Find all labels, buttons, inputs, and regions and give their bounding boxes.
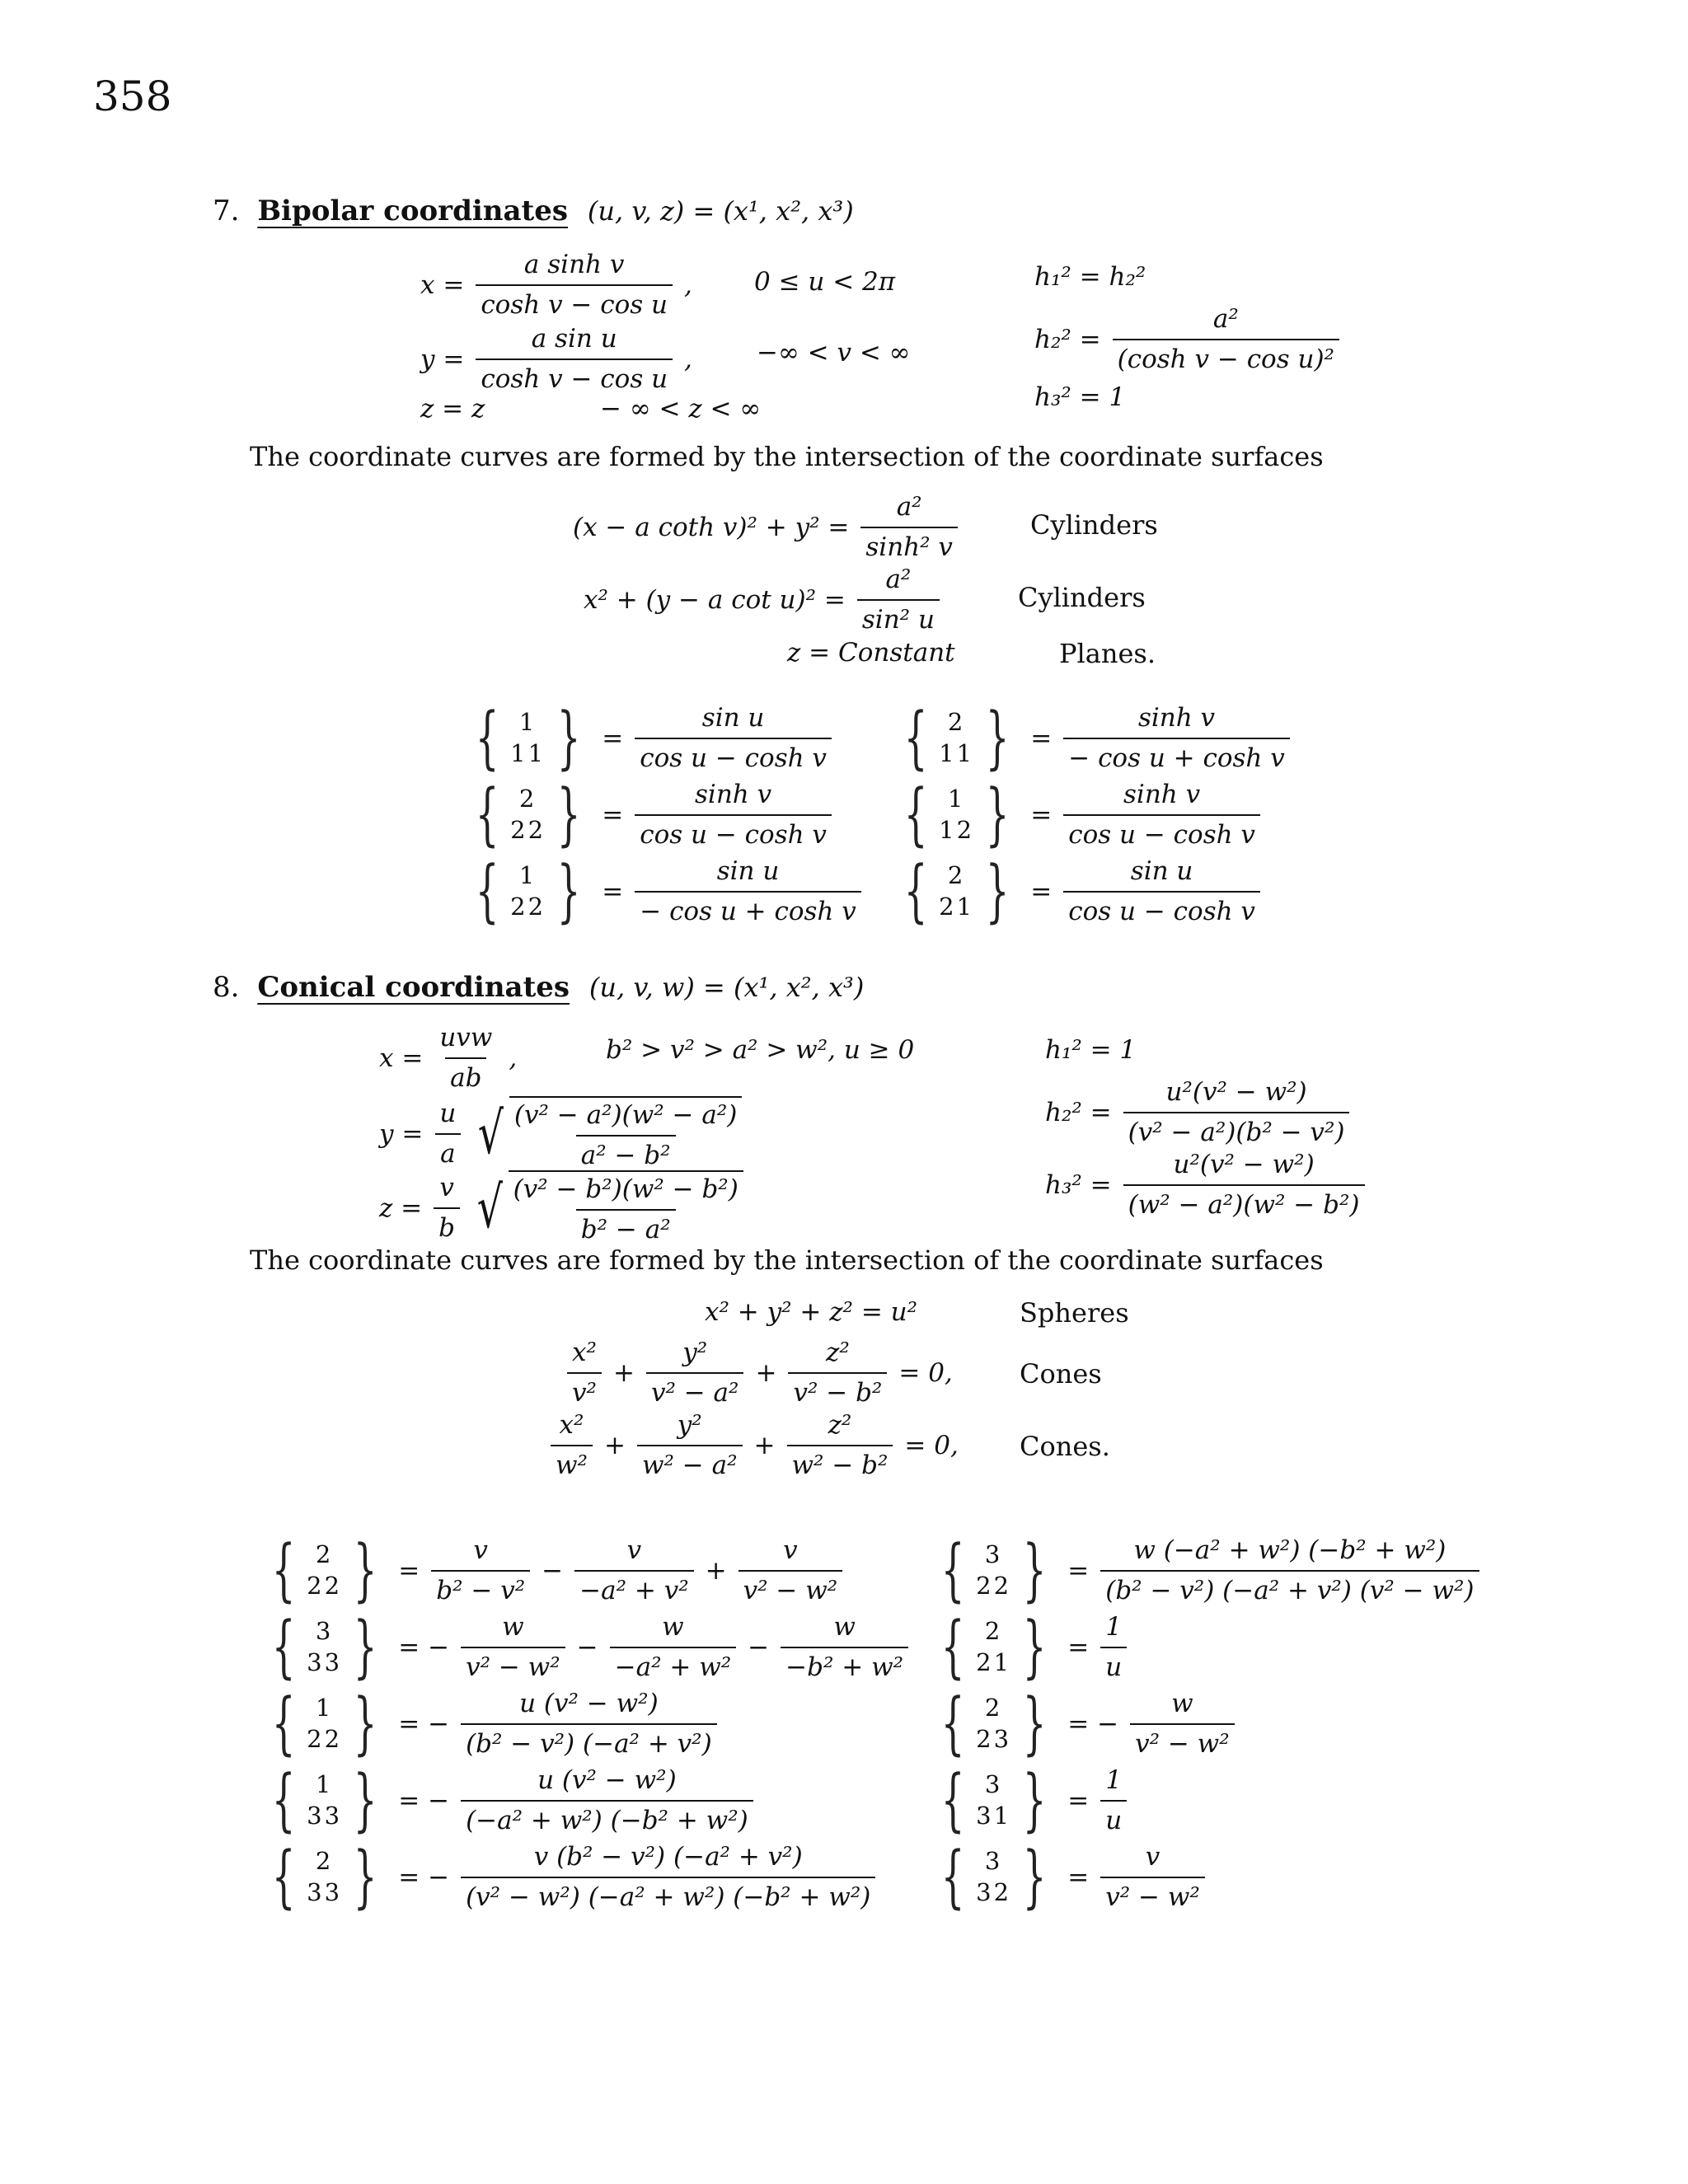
- christoffel-row: { 2 33 } = − $\frac{\text{v (b² − v²) (−a² + v²)}}{\text{(v² − w²) (−a² + w²) (−b² + w²)}}$: [262, 1841, 875, 1914]
- numerator: uvw: [439, 1023, 493, 1052]
- scale-factor-h1: h₁² = h₂²: [1034, 262, 1146, 292]
- surface-cones-v: $\frac{\text{x²}}{\text{v²}}$ + $\frac{\text{y²}}{\text{v² − a²}}$ + $\frac{\text{z²}}{\text{v² − b²}}$ = 0,: [567, 1337, 953, 1409]
- z-range: − ∞ < z < ∞: [600, 394, 762, 424]
- section-title: Conical coordinates: [257, 971, 570, 1004]
- denominator: sin² u: [857, 599, 940, 636]
- christoffel-row: { 2 21 } = $\frac{1}{u}$: [931, 1611, 1127, 1684]
- coordinate-tuple: (u, v, z) = (x¹, x², x³): [587, 195, 854, 227]
- surface-cylinders-u: [584, 564, 940, 636]
- christoffel-symbol: { 2 22 }: [475, 775, 581, 854]
- denominator: ab: [445, 1057, 486, 1094]
- christoffel-row: { 1 33 } = − $\frac{\text{u (v² − w²)}}{\text{(−a² + w²) (−b² + w²)}}$: [262, 1765, 753, 1837]
- surface-lhs: (x − a coth v)² + y² =: [573, 512, 850, 542]
- christoffel-symbol: { 1 12 }: [903, 775, 1010, 854]
- comma: ,: [684, 344, 692, 374]
- surface-fraction: [857, 564, 940, 636]
- christoffel-row: [894, 698, 1290, 777]
- section-7-heading: [213, 194, 854, 227]
- christoffel-symbol: { 1 22 }: [271, 1684, 377, 1763]
- section-title: Bipolar coordinates: [257, 194, 569, 227]
- christoffel-row: [466, 775, 832, 854]
- h2-lhs: h₂² =: [1045, 1097, 1112, 1127]
- y-lhs: y =: [420, 344, 465, 374]
- scale-factor-h3: h₃² = 1: [1034, 382, 1126, 412]
- surface-cones-w: $\frac{\text{x²}}{\text{w²}}$ + $\frac{\text{y²}}{\text{w² − a²}}$ + $\frac{\text{z²}}{\text{w² − b²}}$ = 0,: [551, 1409, 959, 1482]
- equals: =: [1030, 876, 1053, 907]
- denominator: cosh v − cos u: [476, 284, 673, 321]
- z-definition: z = z: [420, 394, 485, 424]
- equals: =: [1030, 723, 1053, 753]
- christoffel-row: { 3 33 } = − $\frac{w}{\text{v² − w²}}$ − $\frac{w}{\text{−a² + w²}}$ − $\frac{w}{\text{−b² + w²}}$: [262, 1611, 908, 1684]
- surface-label: Cylinders: [1030, 509, 1158, 541]
- x-definition: [379, 1022, 517, 1094]
- christoffel-row: { 3 22 } = $\frac{\text{w (−a² + w²) (−b² + w²)}}{\text{(b² − v²) (−a² + v²) (v² − w²)}}$: [931, 1535, 1479, 1607]
- equals: =: [602, 723, 624, 753]
- surface-cylinders-v: [573, 491, 958, 564]
- christoffel-row: [466, 851, 861, 930]
- christoffel-symbol: { 3 32 }: [940, 1837, 1047, 1916]
- scale-factor-h2: [1034, 303, 1339, 376]
- surface-lhs: x² + (y − a cot u)² =: [584, 584, 846, 615]
- surface-spheres: x² + y² + z² = u²: [705, 1297, 918, 1327]
- prefactor: $\frac{v}{b}$: [434, 1172, 460, 1244]
- christoffel-row: { 1 22 } = − $\frac{\text{u (v² − w²)}}{\text{(b² − v²) (−a² + v²)}}$: [262, 1688, 717, 1760]
- x-lhs: x =: [379, 1043, 424, 1073]
- surface-label: Cones.: [1020, 1431, 1110, 1462]
- christoffel-row: [894, 775, 1260, 854]
- numerator: a²: [1212, 304, 1239, 334]
- surface-label: Cylinders: [1018, 582, 1146, 613]
- surface-label: Spheres: [1020, 1297, 1129, 1329]
- equals: =: [602, 799, 624, 830]
- christoffel-value: $\frac{\text{sinh v}}{\text{− cos u + cosh v}}$: [1063, 702, 1290, 775]
- equals: =: [602, 876, 624, 907]
- h2-fraction: $\frac{\text{u²(v² − w²)}}{\text{(v² − a²)(b² − v²)}}$: [1123, 1076, 1350, 1149]
- surface-planes: z = Constant: [787, 638, 955, 668]
- denominator: sinh² v: [860, 527, 958, 564]
- christoffel-symbol: { 2 33 }: [271, 1837, 377, 1916]
- christoffel-row: [466, 698, 832, 777]
- christoffel-row: [894, 851, 1260, 930]
- surface-fraction: [860, 491, 958, 564]
- square-root: √ $\frac{\text{(v² − b²)(w² − b²)}}{\text{b² − a²}}$: [471, 1170, 743, 1246]
- x-definition: [420, 249, 692, 321]
- section-number: 8.: [213, 971, 240, 1004]
- y-definition: [420, 323, 692, 396]
- christoffel-row: { 3 32 } = $\frac{v}{\text{v² − w²}}$: [931, 1841, 1205, 1914]
- christoffel-symbol: { 1 11 }: [475, 698, 581, 777]
- comma: ,: [509, 1043, 518, 1073]
- x-fraction: [476, 249, 673, 321]
- christoffel-value: $\frac{\text{sin u}}{\text{cos u − cosh v}}$: [1063, 855, 1260, 928]
- equals: =: [1030, 799, 1053, 830]
- y-definition: [379, 1096, 742, 1172]
- christoffel-value: $\frac{\text{sinh v}}{\text{cos u − cosh v}}$: [635, 779, 832, 851]
- v-range: −∞ < v < ∞: [757, 338, 911, 368]
- christoffel-value: $\frac{\text{sinh v}}{\text{cos u − cosh v}}$: [1063, 779, 1260, 851]
- surface-label: Planes.: [1059, 638, 1156, 669]
- scale-factor-h3: [1045, 1149, 1365, 1221]
- section-8-heading: [213, 971, 864, 1004]
- surfaces-intro: The coordinate curves are formed by the intersection of the coordinate surfaces: [250, 441, 1324, 472]
- christoffel-value: $\frac{\text{sin u}}{\text{− cos u + cosh v}}$: [635, 855, 861, 928]
- numerator: a sin u: [531, 324, 617, 354]
- numerator: a²: [896, 492, 922, 522]
- numerator: a sinh v: [523, 250, 625, 279]
- section-number: 7.: [213, 194, 240, 227]
- christoffel-symbol: { 3 22 }: [940, 1530, 1047, 1610]
- denominator: cosh v − cos u: [476, 359, 673, 396]
- x-lhs: x =: [420, 269, 465, 300]
- z-lhs: z =: [379, 1193, 423, 1223]
- h2-fraction: [1113, 303, 1339, 376]
- christoffel-symbol: { 2 11 }: [903, 698, 1010, 777]
- christoffel-symbol: { 2 23 }: [940, 1684, 1047, 1763]
- denominator: (cosh v − cos u)²: [1113, 339, 1339, 376]
- christoffel-row: { 3 31 } = $\frac{1}{u}$: [931, 1765, 1127, 1837]
- coordinate-tuple: (u, v, w) = (x¹, x², x³): [588, 972, 865, 1003]
- christoffel-row: { 2 22 } = $\frac{v}{\text{b² − v²}}$ − $\frac{v}{\text{−a² + v²}}$ + $\frac{v}{\text{v² − w²}}$: [262, 1535, 842, 1607]
- square-root: √ $\frac{\text{(v² − a²)(w² − a²)}}{\text{a² − b²}}$: [472, 1096, 742, 1172]
- christoffel-row: { 2 23 } = − $\frac{w}{\text{v² − w²}}$: [931, 1688, 1235, 1760]
- comma: ,: [684, 269, 692, 300]
- page-number: 358: [93, 73, 172, 120]
- y-lhs: y =: [379, 1118, 424, 1149]
- christoffel-symbol: { 3 33 }: [271, 1607, 377, 1686]
- parameter-conditions: b² > v² > a² > w², u ≥ 0: [606, 1035, 915, 1065]
- y-fraction: [476, 323, 673, 396]
- christoffel-symbol: { 3 31 }: [940, 1760, 1047, 1840]
- christoffel-symbol: { 2 21 }: [940, 1607, 1047, 1686]
- h3-fraction: $\frac{\text{u²(v² − w²)}}{\text{(w² − a²)(w² − b²)}}$: [1123, 1149, 1365, 1221]
- christoffel-symbol: { 2 21 }: [903, 851, 1010, 930]
- h2-lhs: h₂² =: [1034, 324, 1101, 354]
- scale-factor-h1: h₁² = 1: [1045, 1035, 1137, 1065]
- christoffel-symbol: { 2 22 }: [271, 1530, 377, 1610]
- numerator: a²: [885, 565, 912, 594]
- z-definition: [379, 1170, 743, 1246]
- christoffel-value: $\frac{\text{sin u}}{\text{cos u − cosh v}}$: [635, 702, 832, 775]
- prefactor: $\frac{u}{a}$: [434, 1098, 461, 1170]
- x-fraction: [434, 1022, 497, 1094]
- h3-lhs: h₃² =: [1045, 1169, 1112, 1200]
- surfaces-intro: The coordinate curves are formed by the intersection of the coordinate surfaces: [250, 1244, 1324, 1276]
- u-range: 0 ≤ u < 2π: [754, 267, 896, 297]
- christoffel-symbol: { 1 33 }: [271, 1760, 377, 1840]
- christoffel-symbol: { 1 22 }: [475, 851, 581, 930]
- scale-factor-h2: [1045, 1076, 1349, 1149]
- surface-label: Cones: [1020, 1358, 1102, 1390]
